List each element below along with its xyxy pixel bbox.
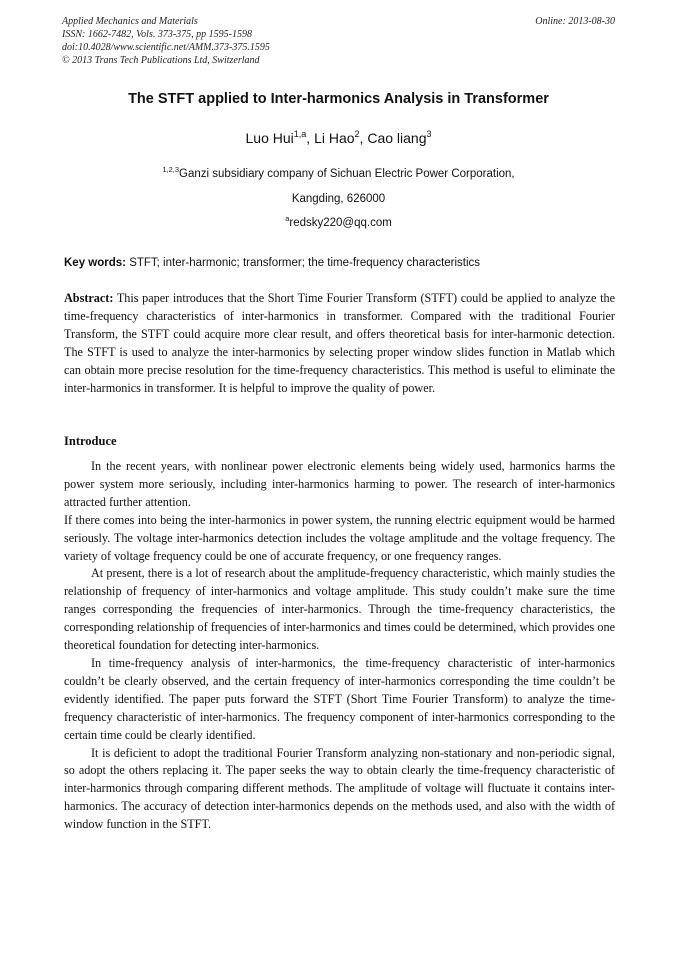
doi-line: doi:10.4028/www.scientific.net/AMM.373-375.1595 <box>62 42 270 53</box>
keywords-text: STFT; inter-harmonic; transformer; the time-frequency characteristics <box>126 257 481 269</box>
abstract <box>64 290 615 397</box>
author-superscript: 3 <box>426 129 432 139</box>
author-superscript: 2 <box>354 129 360 139</box>
affiliation-email <box>62 214 615 229</box>
keywords-label: Key words: <box>64 257 126 269</box>
paragraph: If there comes into being the inter-harmonics in power system, the running electric equipment would be harmed seriously. The voltage inter-harmonics detection includes the voltage amplitude and the voltage frequency. The variety of voltage frequency could be one of accurate frequency, or one frequency ranges. <box>64 512 615 563</box>
email-address: redsky220@qq.com <box>289 217 392 229</box>
affiliation-name: Ganzi subsidiary company of Sichuan Electric Power Corporation, <box>179 168 515 180</box>
journal-name: Applied Mechanics and Materials <box>62 16 198 27</box>
affiliation-org <box>62 165 615 180</box>
online-date: Online: 2013-08-30 <box>535 16 615 27</box>
author-list <box>62 130 615 146</box>
email-superscript: a <box>285 214 290 223</box>
author-separator: , <box>359 130 368 146</box>
paragraph: At present, there is a lot of research about the amplitude-frequency characteristic, which mainly studies the relationship of frequency of inter-harmonics and voltage amplitude. This study couldn’t make sure the time ranges corresponding the frequencies of inter-harmonics. Through the time-frequency characteristics, the corresponding relationship of frequencies of inter-harmonics and times could be determined, which provides one theoretical foundation for detecting inter-harmonics. <box>64 566 615 653</box>
issn-line: ISSN: 1662-7482, Vols. 373-375, pp 1595-1598 <box>62 29 252 40</box>
author-superscript: 1,a <box>293 129 307 139</box>
copyright-line: © 2013 Trans Tech Publications Ltd, Switzerland <box>62 55 260 66</box>
journal-header <box>62 15 615 67</box>
author-separator: , <box>306 130 315 146</box>
abstract-label: Abstract: <box>64 291 114 305</box>
paper-title: The STFT applied to Inter-harmonics Analysis in Transformer <box>128 91 549 107</box>
affiliation-city: Kangding, 626000 <box>291 193 386 205</box>
paragraph: In time-frequency analysis of inter-harmonics, the time-frequency characteristic of inter-harmonics couldn’t be clearly observed, and the certain frequency of inter-harmonics corresponding the time couldn’t be evidently identified. The paper puts forward the STFT (Short Time Fourier Transform) to analyze the time-frequency characteristic of inter-harmonics. The frequency component of inter-harmonics corresponding to the certain time could be clearly identified. <box>64 655 615 742</box>
affiliation-superscript: 1,2,3 <box>162 165 180 174</box>
introduce-body <box>64 458 615 834</box>
paragraph: It is deficient to adopt the traditional Fourier Transform analyzing non-stationary and non-periodic signal, so adopt the others replacing it. The paper seeks the way to obtain clearly the time-frequency characteristic of inter-harmonics through comparing different methods. The amplitude of voltage will fluctuate it contains inter-harmonics. The accuracy of detection inter-harmonics depends on the methods used, and also with the width of window function in the STFT. <box>64 745 615 832</box>
section-heading-introduce: Introduce <box>64 434 117 448</box>
author-name: Li Hao <box>314 130 355 146</box>
author-name: Luo Hui <box>245 130 294 146</box>
keywords <box>64 257 616 269</box>
author-name: Cao liang <box>367 130 427 146</box>
abstract-text: This paper introduces that the Short Time Fourier Transform (STFT) could be applied to analyze the time-frequency characteristics of inter-harmonics in transformer. Compared with the traditional Fourier Transform, the STFT could acquire more clear result, and offers theoretical basis for inter-harmonic detection. The STFT is used to analyze the inter-harmonics by selecting proper window slides function in Matlab which can obtain more precise resolution for the time-frequency characteristics. This method is useful to eliminate the inter-harmonics in transformer. It is helpful to improve the quality of power. <box>64 291 615 395</box>
paragraph: In the recent years, with nonlinear power electronic elements being widely used, harmonics harms the power system more seriously, including inter-harmonics harming to power. The research of inter-harmonics attracted further attention. <box>64 459 615 509</box>
